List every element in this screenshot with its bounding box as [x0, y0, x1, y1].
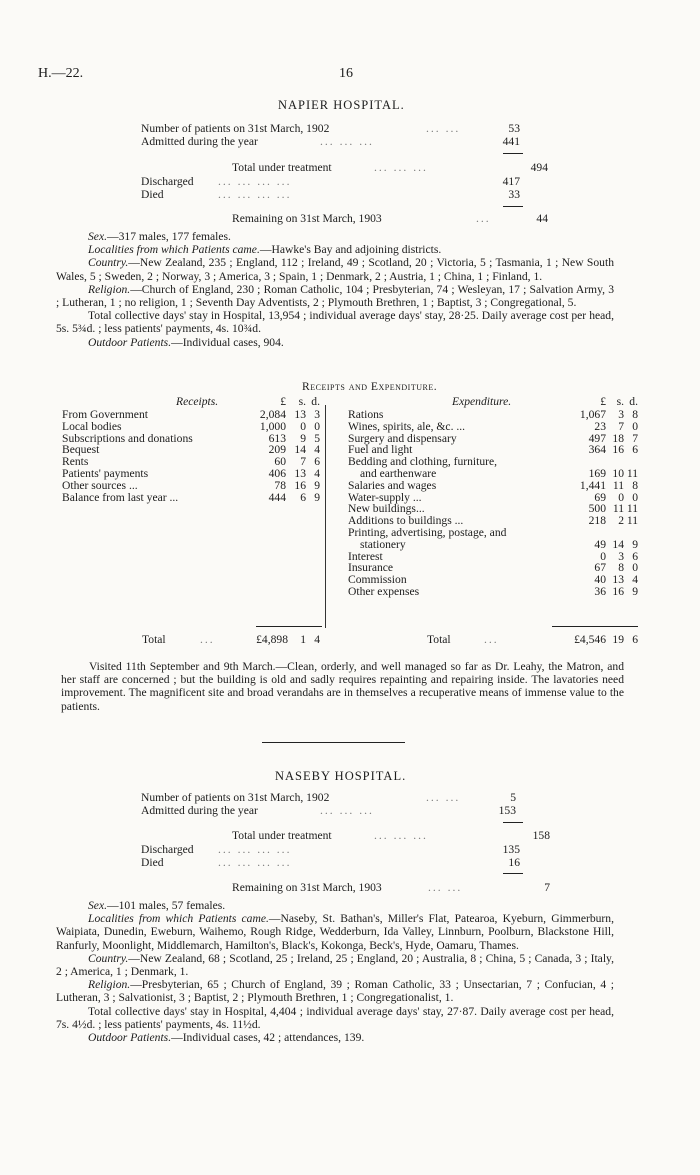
receipt-pounds: 613	[268, 431, 286, 445]
dot-leader: ... ... ... ...	[218, 188, 292, 201]
expense-shillings: 16	[612, 443, 624, 457]
naseby-religion-label: Religion.	[88, 978, 131, 992]
expense-pence	[624, 527, 638, 539]
naseby-remaining-label: Remaining on 31st March, 1903	[232, 881, 382, 894]
expense-pence: 11	[626, 466, 638, 480]
receipt-label: Patients' payments	[62, 466, 149, 480]
napier-patients-value: 53	[508, 122, 520, 135]
dot-leader: ...	[476, 212, 491, 225]
dot-leader: ... ... ...	[320, 135, 374, 148]
expenditure-total-rule	[552, 626, 638, 627]
receipt-shillings: 13	[294, 466, 306, 480]
napier-localities: —Hawke's Bay and adjoining districts.	[259, 243, 442, 257]
section-separator	[262, 742, 405, 743]
receipt-pence: 3	[314, 408, 320, 421]
receipt-pounds: 2,084	[259, 408, 286, 421]
napier-localities-label: Localities from which Patients came.	[88, 243, 260, 257]
expenditure-shillings	[606, 409, 624, 598]
expense-shillings: 0	[618, 490, 624, 504]
expense-pence: 11	[626, 502, 638, 516]
napier-died-value: 33	[508, 188, 520, 201]
receipts-shillings	[286, 409, 306, 503]
expense-label: Other expenses	[348, 584, 420, 598]
receipts-col-l: £	[280, 395, 286, 408]
napier-admitted-value: 441	[502, 135, 520, 148]
expense-pence: 6	[632, 443, 638, 457]
expenditure-total-label: Total	[427, 633, 451, 646]
naseby-outdoor: —Individual cases, 42 ; attendances, 139.	[171, 1031, 365, 1045]
napier-country: —New Zealand, 235 ; England, 112 ; Ireland, 49 ; Scotland, 20 ; Victoria, 5 ; Tasmania, 1 ; New South Wales, 5 ; Sweden, 2 ; Norway, 3 ; America, 3 ; Spain, 1 ; Denmark, 2 ; Austria, 1 ; China, 1 ; Finland, 1.	[56, 256, 614, 283]
expense-pence: 0	[632, 419, 638, 433]
napier-patients-label: Number of patients on 31st March, 1902	[141, 122, 330, 135]
expense-pence: 8	[632, 478, 638, 492]
expense-pence: 0	[632, 561, 638, 575]
napier-religion: —Church of England, 230 ; Roman Catholic, 104 ; Presbyterian, 74 ; Wesleyan, 17 ; Salvation Army, 3 ; Lutheran, 1 ; no religion, 1 ; Seventh Day Adventists, 2 ; Plymouth Brethren, 1 ; Baptist, 3 ; Congregational, 5.	[56, 282, 614, 310]
naseby-country-label: Country.	[88, 951, 129, 965]
receipts-heading-text: Receipts.	[176, 395, 219, 408]
expense-shillings: 14	[612, 537, 624, 551]
receipt-pence: 9	[314, 478, 320, 492]
receipts-col-d: d.	[311, 395, 320, 408]
naseby-title: NASEBY HOSPITAL.	[275, 769, 407, 783]
expense-pounds: 1,067	[579, 408, 606, 421]
naseby-patients-value: 5	[510, 791, 516, 804]
napier-outdoor: —Individual cases, 904.	[171, 335, 284, 349]
expense-label: Salaries and wages	[348, 478, 437, 492]
dot-leader: ... ... ... ...	[218, 843, 292, 856]
expense-label: Wines, spirits, ale, &c. ...	[348, 419, 466, 433]
expense-shillings: 11	[612, 478, 624, 492]
expense-pence: 11	[626, 514, 638, 528]
receipt-label: Other sources ...	[62, 478, 138, 492]
expenditure-heading-text: Expenditure.	[452, 395, 512, 408]
column-divider	[325, 405, 326, 628]
receipt-pence: 5	[314, 431, 320, 445]
receipt-label: From Government	[62, 408, 148, 421]
expense-label: Fuel and light	[348, 443, 413, 457]
expense-shillings: 8	[618, 561, 624, 575]
dot-leader: ... ... ... ...	[218, 175, 292, 188]
expense-shillings	[606, 527, 624, 539]
napier-total-label: Total under treatment	[232, 161, 332, 174]
receipt-label: Bequest	[62, 443, 100, 457]
receipt-pounds: 209	[268, 443, 286, 457]
receipt-pence: 0	[314, 419, 320, 433]
receipt-pounds: 406	[268, 466, 286, 480]
expense-label: and earthenware	[360, 466, 437, 480]
naseby-stay: Total collective days' stay in Hospital, 4,404 ; individual average days' stay, 27·87. Daily average cost per head, 7s. 4½d. ; less patients' payments, 4s. 11½d.	[56, 1004, 614, 1031]
napier-remaining-value: 44	[536, 212, 548, 225]
expense-label: Rations	[348, 408, 384, 421]
expenditure-col-s: s.	[616, 395, 624, 408]
expenditure-total-d: 6	[632, 633, 638, 646]
receipts-col-s: s.	[298, 395, 306, 408]
receipts-labels	[62, 409, 202, 503]
expense-pounds: 49	[594, 537, 606, 551]
expense-label: Interest	[348, 549, 383, 563]
expenditure-labels	[348, 409, 548, 598]
accounts-title: Receipts and Expenditure.	[302, 380, 438, 393]
naseby-died-value: 16	[508, 856, 520, 869]
receipt-pounds: 78	[274, 478, 286, 492]
sum-rule	[503, 206, 523, 207]
sum-rule	[503, 822, 523, 823]
expense-label: Additions to buildings ...	[348, 514, 464, 528]
expense-pence: 6	[632, 549, 638, 563]
expenditure-pounds	[556, 409, 606, 598]
expense-pence: 8	[632, 408, 638, 421]
naseby-sex: —101 males, 57 females.	[107, 899, 226, 912]
expense-shillings: 13	[612, 573, 624, 587]
expense-pounds: 364	[588, 443, 606, 457]
receipt-shillings: 7	[300, 455, 306, 469]
receipts-pence	[306, 409, 320, 503]
sum-rule	[503, 873, 523, 874]
expense-pounds: 36	[594, 584, 606, 598]
receipt-label: Rents	[62, 455, 89, 469]
dot-leader: ... ...	[426, 791, 461, 804]
expense-label: Insurance	[348, 561, 394, 575]
expenditure-col-l: £	[600, 395, 606, 408]
naseby-outdoor-label: Outdoor Patients.	[88, 1031, 172, 1045]
expenditure-total-value: £4,546	[574, 633, 606, 646]
expenditure-heading	[452, 395, 511, 408]
expense-shillings: 2	[618, 514, 624, 528]
receipts-total-value: £4,898	[256, 633, 288, 646]
expense-label: Water-supply ...	[348, 490, 422, 504]
dot-leader: ...	[484, 633, 499, 646]
napier-religion-label: Religion.	[88, 282, 131, 296]
expense-pounds: 500	[588, 502, 606, 516]
naseby-details	[56, 899, 614, 1045]
dot-leader: ... ... ...	[374, 829, 428, 842]
receipt-shillings: 16	[294, 478, 306, 492]
naseby-total-label: Total under treatment	[232, 829, 332, 842]
receipt-pence: 4	[314, 466, 320, 480]
receipts-total-d: 4	[314, 633, 320, 646]
expense-shillings: 7	[618, 419, 624, 433]
expense-pounds: 169	[588, 466, 606, 480]
dot-leader: ... ... ...	[320, 804, 374, 817]
receipts-heading	[176, 395, 218, 408]
receipt-pence: 4	[314, 443, 320, 457]
expense-pounds: 23	[594, 419, 606, 433]
dot-leader: ... ...	[428, 881, 463, 894]
page-reference: H.—22.	[38, 66, 84, 81]
napier-discharged-label: Discharged	[141, 175, 194, 188]
expense-shillings: 16	[612, 584, 624, 598]
expense-pounds: 1,441	[579, 478, 606, 492]
naseby-sex-label: Sex.	[88, 899, 107, 912]
page-number: 16	[339, 66, 353, 81]
napier-remaining-label: Remaining on 31st March, 1903	[232, 212, 382, 225]
sum-rule	[503, 153, 523, 154]
expense-shillings: 18	[612, 431, 624, 445]
naseby-localities-label: Localities from which Patients came.	[88, 912, 269, 926]
expense-label: Surgery and dispensary	[348, 431, 457, 445]
receipt-label: Subscriptions and donations	[62, 431, 193, 445]
napier-details	[56, 230, 614, 349]
expense-pence: 4	[632, 573, 638, 587]
receipt-pence: 6	[314, 455, 320, 469]
receipts-total-s: 1	[300, 633, 306, 646]
expenditure-total-s: 19	[612, 633, 624, 646]
dot-leader: ... ... ...	[374, 161, 428, 174]
receipt-label: Balance from last year ...	[62, 490, 179, 504]
expense-label: Commission	[348, 573, 407, 587]
receipt-pounds: 1,000	[259, 419, 286, 433]
expense-pounds: 0	[600, 549, 606, 563]
expense-pounds: 40	[594, 573, 606, 587]
napier-sex-label: Sex.	[88, 230, 107, 243]
receipts-total-label: Total	[142, 633, 166, 646]
receipt-pounds: 444	[268, 490, 286, 504]
expense-label: stationery	[360, 537, 406, 551]
napier-total-value: 494	[530, 161, 548, 174]
receipt-label: Local bodies	[62, 419, 122, 433]
receipts-pounds	[236, 409, 286, 503]
expense-pence: 9	[632, 537, 638, 551]
receipt-shillings: 14	[294, 443, 306, 457]
naseby-patients-label: Number of patients on 31st March, 1902	[141, 791, 330, 804]
napier-visit-note: Visited 11th September and 9th March.—Clean, orderly, and well managed so far as Dr. Leahy, the Matron, and her staff are concerned ; but the building is old and sadly requires repainting and repairing inside. The lavatories need improvement. The magnificent site and broad verandahs are in themselves a recuperative means of immense value to the patients.	[61, 660, 624, 713]
receipt-shillings: 6	[300, 490, 306, 504]
naseby-died-label: Died	[141, 856, 164, 869]
naseby-remaining-value: 7	[544, 881, 550, 894]
expense-shillings: 10	[612, 466, 624, 480]
naseby-admitted-label: Admitted during the year	[141, 804, 258, 817]
receipt-pence: 9	[314, 490, 320, 504]
expense-label: New buildings...	[348, 502, 425, 516]
receipt-pounds: 60	[274, 455, 286, 469]
dot-leader: ... ... ... ...	[218, 856, 292, 869]
expenditure-pence	[624, 409, 638, 598]
napier-country-label: Country.	[88, 256, 129, 270]
naseby-total-value: 158	[532, 829, 550, 842]
expense-pence: 9	[632, 584, 638, 598]
expense-pence: 7	[632, 431, 638, 445]
receipt-shillings: 9	[300, 431, 306, 445]
expenditure-col-d: d.	[629, 395, 638, 408]
napier-title: NAPIER HOSPITAL.	[278, 98, 405, 112]
receipt-shillings: 0	[300, 419, 306, 433]
napier-sex: —317 males, 177 females.	[107, 230, 231, 243]
napier-stay: Total collective days' stay in Hospital, 13,954 ; individual average days' stay, 28·25. Daily average cost per head, 5s. 5¾d. ; less patients' payments, 4s. 10¾d.	[56, 309, 614, 336]
expense-shillings: 3	[618, 408, 624, 421]
receipts-total-rule	[256, 626, 322, 627]
dot-leader: ... ...	[426, 122, 461, 135]
expense-pence: 0	[632, 490, 638, 504]
expense-pounds: 218	[588, 514, 606, 528]
expense-shillings: 3	[618, 549, 624, 563]
naseby-admitted-value: 153	[498, 804, 516, 817]
expense-label: Printing, advertising, postage, and	[348, 525, 507, 539]
expense-pounds: 69	[594, 490, 606, 504]
naseby-discharged-value: 135	[502, 843, 520, 856]
expense-pounds	[556, 527, 606, 539]
receipt-shillings: 13	[294, 408, 306, 421]
dot-leader: ...	[200, 633, 215, 646]
napier-outdoor-label: Outdoor Patients.	[88, 335, 172, 349]
naseby-country: —New Zealand, 68 ; Scotland, 25 ; Ireland, 25 ; England, 20 ; Australia, 8 ; China, 5 ; Canada, 3 ; Italy, 2 ; America, 1 ; Denmark, 1.	[56, 951, 614, 979]
napier-admitted-label: Admitted during the year	[141, 135, 258, 148]
naseby-religion: —Presbyterian, 65 ; Church of England, 39 ; Roman Catholic, 33 ; Unsectarian, 7 ; Confucian, 4 ; Lutheran, 3 ; Salvationist, 3 ; Baptist, 2 ; Plymouth Brethren, 1 ; Congregationalist, 1.	[56, 978, 614, 1005]
naseby-discharged-label: Discharged	[141, 843, 194, 856]
napier-died-label: Died	[141, 188, 164, 201]
expense-pounds: 67	[594, 561, 606, 575]
naseby-localities: —Naseby, St. Bathan's, Miller's Flat, Patearoa, Kyeburn, Gimmerburn, Waipiata, Dunedin, Eweburn, Waihemo, Rough Ridge, Wedderburn, Ida Valley, Linnburn, Poolburn, Blackstone Hill, Ranfurly, Moonlight, Middlemarch, Hamilton's, Black's, Kokonga, Beck's, Hyde, Oamaru, Thames.	[56, 912, 614, 952]
expense-label: Bedding and clothing, furniture,	[348, 455, 498, 469]
napier-discharged-value: 417	[502, 175, 520, 188]
expense-shillings: 11	[612, 502, 624, 516]
expense-pounds: 497	[588, 431, 606, 445]
